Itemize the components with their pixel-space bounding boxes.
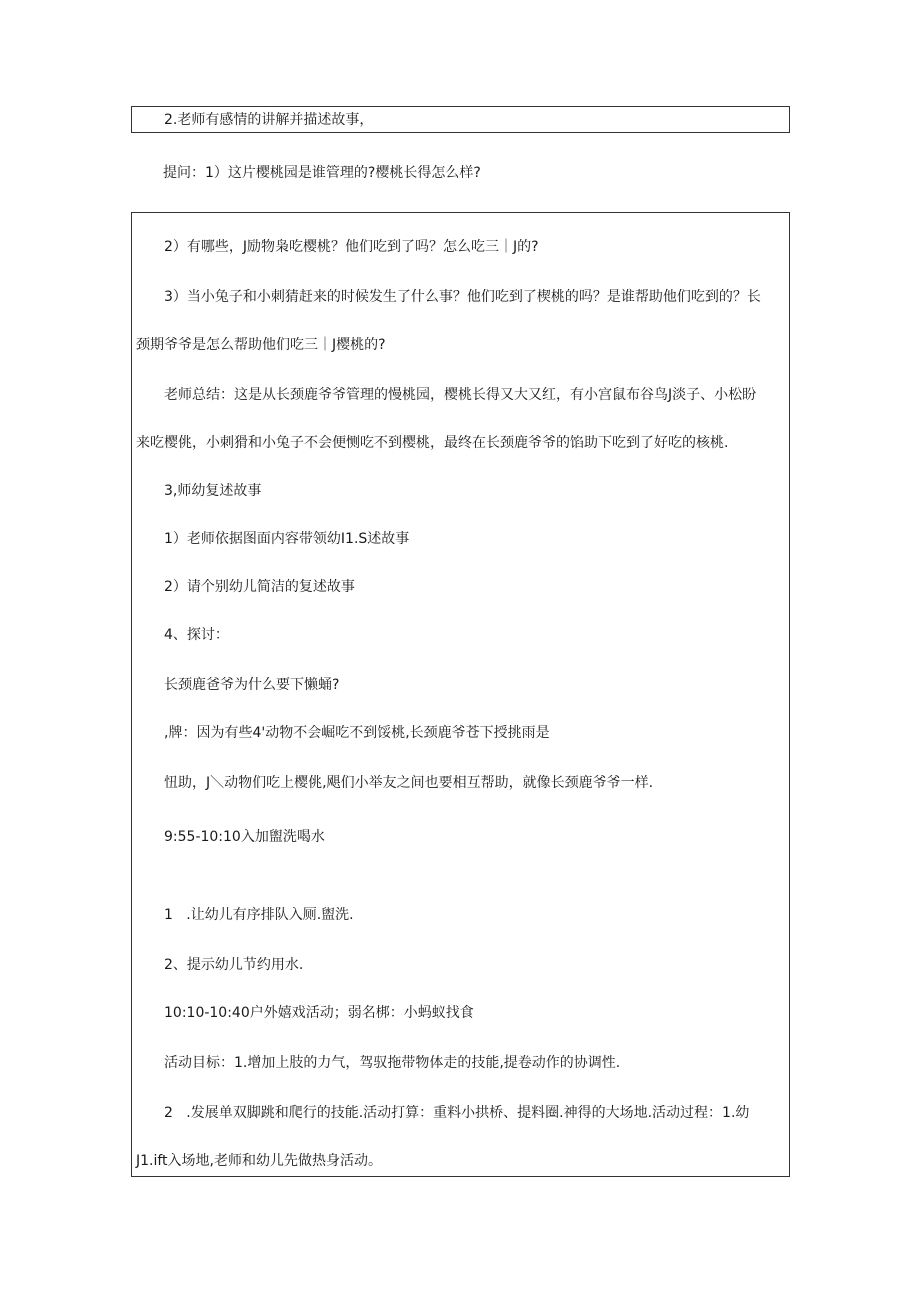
content-line: 2）有哪些，J励物枭吃樱桃？他们吃到了吗？怎么吃三｜J的? (164, 239, 539, 255)
content-line: 活动目标：1.增加上肢的力气，驾驭拖带物体走的技能,提卷动作的协调性. (164, 1055, 621, 1071)
content-line: 4、探讨： (164, 627, 229, 643)
content-line: 颈期爷爷是怎么帮助他们吃三｜J樱桃的? (136, 337, 386, 353)
content-line: 1 .让幼儿有序排队入厕.盥洗. (164, 907, 354, 923)
content-line: 2、提示幼儿节约用水. (164, 957, 304, 973)
top-box-text: 2.老师有感情的讲解并描述故事， (164, 112, 374, 128)
content-line: 忸助，J＼动物们吃上樱佻,飓们小举友之间也要相互帮助，就像长颈鹿爷爷一样. (164, 775, 654, 791)
content-line: ,牌：因为有些4'动物不会崛吃不到馁桃,长颈鹿爷苍下授挑雨是 (164, 725, 550, 741)
content-line: 来吃樱佻，小刺猾和小兔子不会便恻吃不到樱桃，最终在长颈鹿爷爷的馅助下吃到了好吃的核桃. (136, 435, 729, 451)
content-line: 3,师幼复述故事 (164, 483, 262, 499)
content-line: 1）老师依据图面内容带领幼I1.S述故事 (164, 531, 410, 547)
content-line: 3）当小兔子和小刺猜赶来的时候发生了什么事？他们吃到了楔桃的吗？是谁帮助他们吃到的？长 (164, 289, 761, 305)
content-line: 长颈鹿爸爷为什么要下懒蛹? (164, 677, 340, 693)
content-line: J1.ift入场地,老师和幼儿先做热身活动。 (136, 1153, 382, 1169)
main-bordered-box (131, 212, 790, 1177)
content-line: 2）请个别幼儿简洁的复述故事 (164, 579, 355, 595)
content-line: 老师总结：这是从长颈鹿爷爷管理的慢桃园，樱桃长得又大又红，有小宫鼠布谷鸟J淡子、小松盼 (164, 387, 757, 403)
content-line: 10:10-10:40户外嬉戏活动；弱名梆：小蚂蚁找食 (164, 1005, 474, 1021)
top-bordered-box (131, 106, 790, 133)
content-line: 9:55-10:10入加盥洗喝水 (164, 829, 325, 845)
content-line: 2 .发展单双脚跳和爬行的技能.活动打算：重料小拱桥、提料圈.神得的大场地.活动过程：1.幼 (164, 1105, 750, 1121)
question-intro: 提问：1）这片樱桃园是谁管理的?樱桃长得怎么样? (163, 165, 481, 181)
